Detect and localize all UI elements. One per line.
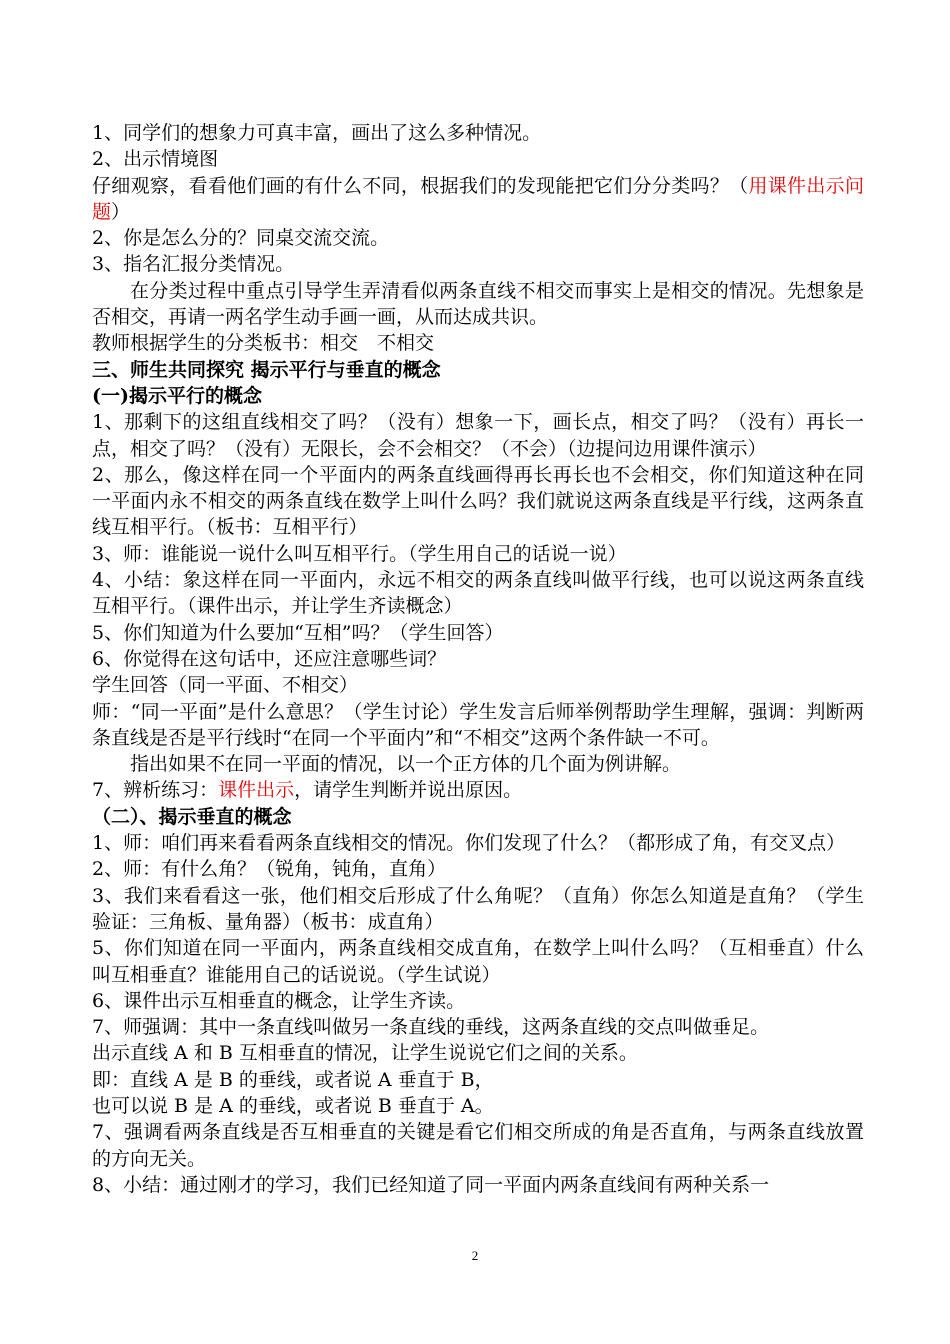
paragraph bbox=[92, 541, 864, 567]
paragraph-text: 6、你觉得在这句话中，还应注意哪些词？ bbox=[92, 647, 447, 670]
paragraph bbox=[92, 330, 864, 356]
paragraph-text: 三、师生共同探究 揭示平行与垂直的概念 bbox=[92, 358, 441, 381]
paragraph bbox=[92, 699, 864, 752]
paragraph-text: 3、我们来看看这一张，他们相交后形成了什么角呢？（直角）你怎么知道是直角？（学生验证：三角板、量角器）（板书：成直角） bbox=[92, 884, 864, 933]
paragraph bbox=[92, 777, 864, 803]
paragraph-text: 也可以说 B 是 A 的垂线，或者说 B 垂直于 A。 bbox=[92, 1094, 494, 1117]
paragraph bbox=[92, 620, 864, 646]
paragraph-text: 5、你们知道为什么要加“互相”吗？（学生回答） bbox=[92, 621, 504, 644]
paragraph-text: 4、小结：象这样在同一平面内，永远不相交的两条直线叫做平行线，也可以说这两条直线互相平行。（课件出示，并让学生齐读概念） bbox=[92, 569, 864, 618]
paragraph bbox=[92, 646, 864, 672]
paragraph bbox=[92, 225, 864, 251]
paragraph-text: 2、出示情境图 bbox=[92, 148, 219, 171]
paragraph bbox=[92, 935, 864, 988]
paragraph-text: 2、那么，像这样在同一个平面内的两条直线画得再长再长也不会相交，你们知道这种在同一平面内永不相交的两条直线在数学上叫什么吗？我们就说这两条直线是平行线，这两条直线互相平行。（板书：互相平行） bbox=[92, 463, 864, 539]
paragraph-text: 7、强调看两条直线是否互相垂直的关键是看它们相交所成的角是否直角，与两条直线放置的方向无关。 bbox=[92, 1121, 864, 1170]
paragraph-text: 学生回答（同一平面、不相交） bbox=[92, 674, 359, 697]
paragraph bbox=[92, 173, 864, 226]
paragraph-text: （二）、揭示垂直的概念 bbox=[92, 805, 292, 828]
paragraph bbox=[92, 1067, 864, 1093]
paragraph-text: 仔细观察，看看他们画的有什么不同，根据我们的发现能把它们分分类吗？（ bbox=[92, 174, 749, 197]
paragraph bbox=[92, 672, 864, 698]
paragraph bbox=[92, 751, 864, 777]
paragraph bbox=[92, 1172, 864, 1198]
paragraph bbox=[92, 146, 864, 172]
paragraph-text: 1、那剩下的这组直线相交了吗？（没有）想象一下，画长点，相交了吗？（没有）再长一点，相交了吗？（没有）无限长，会不会相交？（不会）（边提问边用课件演示） bbox=[92, 411, 864, 460]
paragraph bbox=[92, 1014, 864, 1040]
paragraph bbox=[92, 1093, 864, 1119]
paragraph-text: (一)揭示平行的概念 bbox=[92, 384, 262, 407]
paragraph-text: 2、你是怎么分的？同桌交流交流。 bbox=[92, 227, 390, 250]
paragraph-text: 7、师强调：其中一条直线叫做另一条直线的垂线，这两条直线的交点叫做垂足。 bbox=[92, 1016, 770, 1039]
paragraph-text: 出示直线 A 和 B 互相垂直的情况，让学生说说它们之间的关系。 bbox=[92, 1042, 638, 1065]
paragraph-text: 在分类过程中重点引导学生弄清看似两条直线不相交而事实上是相交的情况。先想象是否相交，再请一两名学生动手画一画，从而达成共识。 bbox=[92, 279, 864, 329]
paragraph-text: 1、师：咱们再来看看两条直线相交的情况。你们发现了什么？（都形成了角，有交叉点） bbox=[92, 832, 846, 855]
highlighted-text: 课件出示 bbox=[218, 779, 295, 802]
section-heading bbox=[92, 804, 864, 830]
paragraph bbox=[92, 856, 864, 882]
paragraph bbox=[92, 988, 864, 1014]
section-heading bbox=[92, 357, 864, 383]
paragraph-text: 即：直线 A 是 B 的垂线，或者说 A 垂直于 B， bbox=[92, 1068, 494, 1091]
paragraph-text: 3、指名汇报分类情况。 bbox=[92, 253, 295, 276]
paragraph bbox=[92, 1119, 864, 1172]
paragraph bbox=[92, 830, 864, 856]
paragraph bbox=[92, 462, 864, 541]
paragraph bbox=[92, 567, 864, 620]
paragraph-text: 6、课件出示互相垂直的概念，让学生齐读。 bbox=[92, 989, 466, 1012]
paragraph-text: 指出如果不在同一平面的情况，以一个正方体的几个面为例讲解。 bbox=[130, 753, 682, 776]
paragraph-text: 8、小结：通过刚才的学习，我们已经知道了同一平面内两条直线间有两种关系一 bbox=[92, 1173, 770, 1196]
paragraph-text: 5、你们知道在同一平面内，两条直线相交成直角，在数学上叫什么吗？（互相垂直）什么叫互相垂直？谁能用自己的话说说。（学生试说） bbox=[92, 937, 864, 986]
paragraph bbox=[92, 409, 864, 462]
paragraph-text: 师：“同一平面”是什么意思？（学生讨论）学生发言后师举例帮助学生理解，强调：判断两条直线是否是平行线时“在同一个平面内”和“不相交”这两个条件缺一不可。 bbox=[92, 700, 864, 749]
paragraph bbox=[92, 278, 864, 331]
paragraph-text: 教师根据学生的分类板书：相交 不相交 bbox=[92, 332, 435, 355]
paragraph bbox=[92, 883, 864, 936]
paragraph-text: 3、师：谁能说一说什么叫互相平行。（学生用自己的话说一说） bbox=[92, 542, 627, 565]
document-body bbox=[92, 120, 864, 1198]
paragraph bbox=[92, 251, 864, 277]
paragraph-text: 7、辨析练习： bbox=[92, 779, 219, 802]
paragraph-text: 1、同学们的想象力可真丰富，画出了这么多种情况。 bbox=[92, 122, 542, 144]
paragraph-text: 2、师：有什么角？（锐角，钝角，直角） bbox=[92, 858, 447, 881]
paragraph-text-tail: ，请学生判断并说出原因。 bbox=[294, 779, 523, 802]
paragraph-text-tail: ） bbox=[111, 200, 131, 223]
highlighted-text: 用课件出示问题 bbox=[92, 174, 864, 223]
page-number: 2 bbox=[471, 1248, 479, 1263]
paragraph bbox=[92, 120, 864, 146]
paragraph bbox=[92, 1040, 864, 1066]
section-heading bbox=[92, 383, 864, 409]
